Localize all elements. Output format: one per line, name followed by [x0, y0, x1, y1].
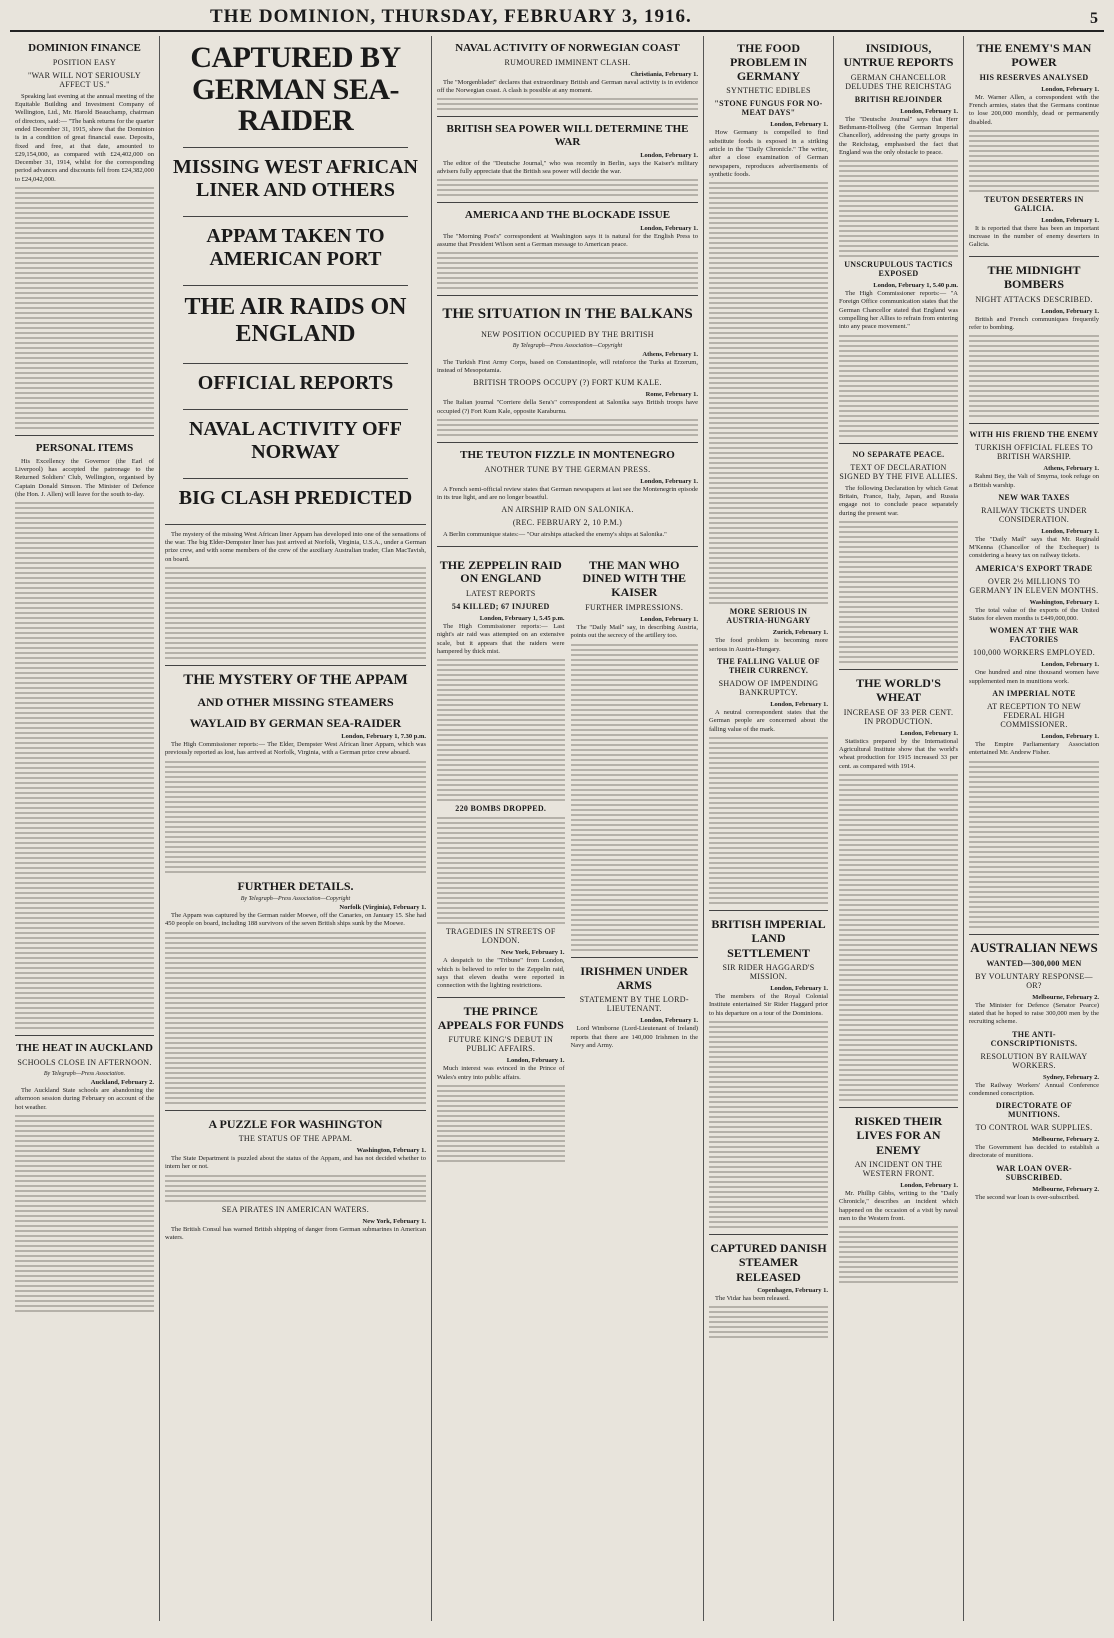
- mystery-body-continued: [165, 761, 426, 873]
- munitions-body: The Government has decided to establish a directorate of munitions.: [969, 1144, 1099, 1160]
- insidious-heading: INSIDIOUS, UNTRUE REPORTS: [843, 41, 954, 69]
- divider: [15, 1035, 154, 1036]
- divider: [183, 409, 408, 410]
- insidious-subheading: GERMAN CHANCELLOR DELUDES THE REICHSTAG: [845, 72, 952, 91]
- australian-dateline: Melbourne, February 2.: [1032, 993, 1099, 1001]
- heat-dateline: Auckland, February 2.: [90, 1078, 154, 1086]
- headline-naval-activity: NAVAL ACTIVITY OFF NORWAY: [188, 417, 403, 463]
- zeppelin-bombs: 220 BOMBS DROPPED.: [455, 804, 547, 814]
- mystery-tagline: WAYLAID BY GERMAN SEA-RAIDER: [189, 715, 402, 730]
- risked-body-continued: [839, 1226, 958, 1283]
- risked-subheading: AN INCIDENT ON THE WESTERN FRONT.: [854, 1160, 943, 1179]
- newspaper-page: [10, 6, 1104, 1622]
- masthead-title: THE DOMINION, THURSDAY, FEBRUARY 3, 1916.: [210, 6, 692, 27]
- details-body: The Appam was captured by the German raider Moewe, off the Canaries, on January 15. She had 450 people on board, including 188 survivors of the seven British ships sunk by the Moewe.: [165, 911, 426, 928]
- currency-heading: THE FALLING VALUE OF THEIR CURRENCY.: [717, 656, 820, 675]
- women-subheading: 100,000 WORKERS EMPLOYED.: [972, 648, 1096, 658]
- insidious-body-continued: [839, 160, 958, 257]
- danish-body-continued: [709, 1306, 828, 1338]
- divider: [165, 1110, 426, 1111]
- main-headline: CAPTURED BY GERMAN SEA-RAIDER: [190, 41, 401, 137]
- conscription-body: The Railway Workers' Annual Conference condemned conscription.: [969, 1081, 1099, 1097]
- headline-big-clash: BIG CLASH PREDICTED: [178, 486, 413, 509]
- columns: [10, 36, 1104, 1621]
- montenegro-heading: THE TEUTON FIZZLE IN MONTENEGRO: [460, 448, 675, 461]
- taxes-dateline: London, February 1.: [1041, 527, 1099, 535]
- risked-heading: RISKED THEIR LIVES FOR AN ENEMY: [854, 1114, 943, 1157]
- friend-heading: WITH HIS FRIEND THE ENEMY: [969, 430, 1099, 440]
- food-heading: THE FOOD PROBLEM IN GERMANY: [729, 41, 807, 83]
- finance-body-continued: [15, 187, 154, 429]
- australian-heading: AUSTRALIAN NEWS: [970, 939, 1098, 955]
- bombers-body: British and French communiques frequently refer to bombing.: [969, 315, 1099, 331]
- norway-subheading: RUMOURED IMMINENT CLASH.: [504, 57, 631, 67]
- mystery-subheading: AND OTHER MISSING STEAMERS: [197, 695, 394, 710]
- exports-dateline: Washington, February 1.: [1029, 598, 1099, 606]
- finance-quote: "WAR WILL NOT SERIOUSLY AFFECT US.": [28, 70, 141, 89]
- zeppelin-bombs-continued: [437, 817, 565, 924]
- taxes-heading: NEW WAR TAXES: [998, 492, 1070, 502]
- risked-body: Mr. Phillip Gibbs, writing to the "Daily Chronicle," describes an incident which happened on the occasion of a visit by naval men to the Western front.: [839, 1190, 958, 1223]
- manpower-body: Mr. Warner Allen, a correspondent with the French armies, states that the Germans continue to lose 200,000 monthly, dead or permanently disabled.: [969, 93, 1099, 126]
- balkans-heading: THE SITUATION IN THE BALKANS: [442, 306, 693, 323]
- finance-subheading: POSITION EASY: [52, 57, 117, 67]
- karaburnu-heading: BRITISH TROOPS OCCUPY (?) FORT KUM KALE.: [473, 378, 662, 388]
- divider: [183, 216, 408, 217]
- details-dateline: Norfolk (Virginia), February 1.: [339, 903, 426, 911]
- zeppelin-dateline: London, February 1, 5.45 p.m.: [479, 615, 565, 623]
- zeppelin-body-continued: [437, 659, 565, 801]
- divider: [165, 665, 426, 666]
- tactics-body-continued: [839, 335, 958, 437]
- column-1: [10, 36, 160, 1621]
- divider: [437, 202, 698, 203]
- imperial-note-body: The Empire Parliamentary Association entertained Mr. Andrew Fisher.: [969, 741, 1099, 757]
- dined-heading: THE MAN WHO DINED WITH THE KAISER: [582, 557, 687, 600]
- imperial-note-dateline: London, February 1.: [1041, 733, 1099, 740]
- currency-dateline: London, February 1.: [770, 700, 828, 708]
- wheat-heading: THE WORLD'S WHEAT: [856, 675, 941, 705]
- divider: [165, 524, 426, 525]
- food-body: How Germany is compelled to find substitute foods is exposed in a striking article in the "Daily Chronicle." The writer, after a close examination of German newspapers, reproduces advertisements of synthetic foods.: [709, 129, 828, 178]
- heat-byline: By Telegraph—Press Association.: [43, 1070, 126, 1077]
- manpower-dateline: London, February 1.: [1041, 85, 1099, 93]
- balkans-byline: By Telegraph—Press Association—Copyright: [512, 342, 623, 349]
- manpower-heading: THE ENEMY'S MAN POWER: [976, 41, 1092, 69]
- imperial-note-body-continued: [969, 761, 1099, 928]
- imperial-dateline: London, February 1.: [770, 985, 828, 992]
- divider: [839, 443, 958, 444]
- divider: [183, 478, 408, 479]
- personal-body-continued: [15, 502, 154, 1029]
- heat-body-continued: [15, 1115, 154, 1312]
- bombers-subheading: NIGHT ATTACKS DESCRIBED.: [975, 294, 1093, 304]
- heat-subheading: SCHOOLS CLOSE IN AFTERNOON.: [17, 1057, 152, 1067]
- montenegro-subheading: ANOTHER TUNE BY THE GERMAN PRESS.: [484, 464, 651, 474]
- headline-west-african-liner: MISSING WEST AFRICAN LINER AND OTHERS: [173, 155, 418, 201]
- puzzle-dateline: Washington, February 1.: [356, 1147, 426, 1154]
- salonika-heading: AN AIRSHIP RAID ON SALONIKA.: [501, 505, 634, 515]
- pirates-heading: SEA PIRATES IN AMERICAN WATERS.: [221, 1204, 370, 1214]
- women-body: One hundred and nine thousand women have supplemented men in munitions work.: [969, 669, 1099, 685]
- insidious-body: The "Deutsche Journal" says that Herr Bethmann-Hollweg (the German Imperial Chancellor), addressing the party groups in the Reichstag, emphasised the fact that England was the only obstacle to peace.: [839, 115, 958, 156]
- seapower-heading: BRITISH SEA POWER WILL DETERMINE THE WAR: [446, 123, 689, 148]
- puzzle-body: The State Department is puzzled about the status of the Appam, and has not decided whether to intern her or not.: [165, 1155, 426, 1171]
- conscription-dateline: Sydney, February 2.: [1043, 1073, 1099, 1081]
- loan-body: The second war loan is over-subscribed.: [975, 1193, 1080, 1201]
- salonika-body: A Berlin communique states:— "Our airships attacked the enemy's ships at Salonika.": [443, 531, 667, 539]
- friend-body: Rahmi Bey, the Vali of Smyrna, took refuge on a British warship.: [969, 473, 1099, 489]
- zeppelin-body: The High Commissioner reports:— Last night's air raid was attempted on an extensive scale, but it appears that the raiders were hampered by thick mist.: [437, 623, 565, 656]
- austria-body: The food problem is becoming more serious in Austria-Hungary.: [709, 637, 828, 653]
- separate-body: The following Declaration by which Great Britain, France, Italy, Japan, and Russia engage not to conclude peace separately during the present war.: [839, 484, 958, 517]
- mystery-body: The High Commissioner reports:— The Elder, Dempster West African liner Appam, which was previously reported as lost, has arrived at Norfolk, Virginia, with a German prize crew aboard.: [165, 740, 426, 757]
- friend-dateline: Athens, February 1.: [1043, 465, 1099, 473]
- exports-subheading: OVER 2½ MILLIONS TO GERMANY IN ELEVEN MONTHS.: [969, 576, 1099, 595]
- austria-dateline: Zurich, February 1.: [772, 629, 828, 637]
- column-3-left: [437, 553, 565, 1166]
- irishmen-heading: IRISHMEN UNDER ARMS: [580, 963, 689, 992]
- divider: [183, 363, 408, 364]
- munitions-subheading: TO CONTROL WAR SUPPLIES.: [975, 1123, 1093, 1133]
- puzzle-heading: A PUZZLE FOR WASHINGTON: [208, 1116, 383, 1131]
- divider: [437, 546, 698, 547]
- headline-air-raids: THE AIR RAIDS ON ENGLAND: [184, 293, 407, 348]
- norway-heading: NAVAL ACTIVITY OF NORWEGIAN COAST: [455, 42, 680, 54]
- lead-paragraph: The mystery of the missing West African liner Appam has developed into one of the sensations of the war. The big Elder-Dempster liner has just arrived at Norfolk, Virginia, U.S.A., under a German prize crew, and with some members of the crew of the auxiliary Australian trader, Clan MacTavish, on board.: [165, 530, 426, 563]
- separate-heading: NO SEPARATE PEACE.: [852, 449, 945, 459]
- bombers-body-continued: [969, 335, 1099, 417]
- separate-subheading: TEXT OF DECLARATION SIGNED BY THE FIVE ALLIES.: [839, 462, 958, 481]
- lead-paragraph-continued: [165, 567, 426, 659]
- separate-body-continued: [839, 521, 958, 663]
- prince-subheading: FUTURE KING'S DEBUT IN PUBLIC AFFAIRS.: [448, 1035, 554, 1054]
- karaburnu-body-continued: [437, 419, 698, 436]
- divider: [183, 285, 408, 286]
- galicia-dateline: London, February 1.: [1041, 216, 1099, 224]
- prince-heading: THE PRINCE APPEALS FOR FUNDS: [437, 1003, 564, 1032]
- friend-subheading: TURKISH OFFICIAL FLEES TO BRITISH WARSHIP.: [975, 443, 1093, 462]
- column-4: [704, 36, 834, 1621]
- insidious-dateline: London, February 1.: [900, 107, 958, 115]
- wheat-subheading: INCREASE OF 33 PER CENT. IN PRODUCTION.: [843, 707, 954, 726]
- heat-body: The Auckland State schools are abandoning the afternoon session during February on account of the hot weather.: [15, 1086, 154, 1111]
- food-dateline: London, February 1.: [770, 121, 828, 129]
- montenegro-body: A French semi-official review states that German newspapers at last see the Montenegrin episode in its true light, and are no longer boastful.: [437, 485, 698, 501]
- risked-dateline: London, February 1.: [900, 1182, 958, 1190]
- divider: [969, 256, 1099, 257]
- zeppelin-tagline: 54 KILLED; 67 INJURED: [451, 602, 550, 612]
- exports-body: The total value of the exports of the United States for eleven months is £449,000,000.: [969, 606, 1099, 623]
- divider: [437, 997, 565, 998]
- pirates-body: The British Consul has warned British shipping of danger from German submarines in American waters.: [165, 1225, 426, 1241]
- dined-dateline: London, February 1.: [640, 615, 698, 623]
- danish-heading: CAPTURED DANISH STEAMER RELEASED: [710, 1240, 827, 1284]
- imperial-body: The members of the Royal Colonial Institute entertained Sir Rider Haggard prior to his departure on a tour of the Dominions.: [709, 993, 828, 1017]
- pirates-dateline: New York, February 1.: [362, 1217, 426, 1225]
- norway-body-continued: [437, 98, 698, 110]
- blockade-dateline: London, February 1.: [640, 224, 698, 232]
- munitions-dateline: Melbourne, February 2.: [1032, 1136, 1099, 1144]
- karaburnu-dateline: Rome, February 1.: [645, 391, 698, 399]
- details-body-continued: [165, 932, 426, 1104]
- danish-body: The Vidar has been released.: [715, 1295, 790, 1303]
- seapower-body: The editor of the "Deutsche Journal," who was recently in Berlin, says the Kaiser's military advisers fully appreciate that the British sea power will decide the war.: [437, 159, 698, 175]
- danish-dateline: Copenhagen, February 1.: [757, 1287, 828, 1295]
- currency-subheading: SHADOW OF IMPENDING BANKRUPTCY.: [718, 678, 819, 697]
- page-number: 5: [1090, 10, 1098, 27]
- austria-heading: MORE SERIOUS IN AUSTRIA-HUNGARY: [726, 607, 811, 626]
- imperial-subheading: SIR RIDER HAGGARD'S MISSION.: [722, 963, 815, 981]
- divider: [437, 442, 698, 443]
- tactics-dateline: London, February 1, 5.40 p.m.: [873, 282, 958, 290]
- irishmen-subheading: STATEMENT BY THE LORD-LIEUTENANT.: [579, 995, 689, 1014]
- prince-body-continued: [437, 1085, 565, 1162]
- conscription-heading: THE ANTI-CONSCRIPTIONISTS.: [990, 1029, 1078, 1048]
- munitions-heading: DIRECTORATE OF MUNITIONS.: [995, 1101, 1073, 1120]
- wheat-dateline: London, February 1.: [900, 729, 958, 737]
- currency-body-continued: [709, 737, 828, 904]
- montenegro-dateline: London, February 1.: [640, 477, 698, 485]
- divider: [839, 1107, 958, 1108]
- prince-body: Much interest was evinced in the Prince of Wales's entry into public affairs.: [437, 1065, 565, 1081]
- headline-official-reports: OFFICIAL REPORTS: [197, 371, 394, 394]
- divider: [437, 116, 698, 117]
- divider: [839, 669, 958, 670]
- imperial-note-heading: AN IMPERIAL NOTE: [992, 689, 1076, 698]
- tragedies-heading: TRAGEDIES IN STREETS OF LONDON.: [445, 927, 556, 946]
- imperial-heading: BRITISH IMPERIAL LAND SETTLEMENT: [711, 916, 826, 960]
- balkans-subheading: NEW POSITION OCCUPIED BY THE BRITISH: [481, 329, 654, 339]
- dined-body: The "Daily Mail" say, in describing Austria, points out the secrecy of the artillery too.: [570, 623, 698, 640]
- taxes-body: The "Daily Mail" says that Mr. Reginald M'Kenna (Chancellor of the Exchequer) is considering a heavy tax on railway tickets.: [969, 535, 1099, 560]
- divider: [709, 1234, 828, 1235]
- tragedies-dateline: New York, February 1.: [501, 949, 565, 957]
- divider: [969, 934, 1099, 935]
- column-6: [964, 36, 1104, 1621]
- details-heading: FURTHER DETAILS.: [237, 878, 354, 893]
- karaburnu-body: The Italian journal "Corriere della Sera's" correspondent at Salonika says British troops have occupied (?) Fort Kum Kale, opposite Karaburnu.: [437, 399, 698, 415]
- norway-dateline: Christiania, February 1.: [630, 70, 698, 78]
- heat-heading: THE HEAT IN AUCKLAND: [16, 1042, 153, 1055]
- headline-appam-port: APPAM TAKEN TO AMERICAN PORT: [206, 224, 385, 270]
- food-body-continued: [709, 182, 828, 604]
- food-subheading: SYNTHETIC EDIBLES: [726, 86, 811, 96]
- blockade-body: The "Morning Post's" correspondent at Washington says it is natural for the English Press to assume that President Wilson sent a German message to American peace.: [437, 232, 698, 249]
- zeppelin-subheading: LATEST REPORTS: [465, 589, 536, 599]
- divider: [15, 435, 154, 436]
- irishmen-dateline: London, February 1.: [640, 1017, 698, 1025]
- manpower-subheading: HIS RESERVES ANALYSED: [979, 72, 1089, 82]
- imperial-note-subheading: AT RECEPTION TO NEW FEDERAL HIGH COMMISSIONER.: [987, 702, 1081, 729]
- dined-body-continued: [571, 644, 699, 951]
- exports-heading: AMERICA'S EXPORT TRADE: [975, 563, 1093, 573]
- zeppelin-heading: THE ZEPPELIN RAID ON ENGLAND: [439, 557, 562, 586]
- column-3: [432, 36, 704, 1621]
- personal-body: His Excellency the Governor (the Earl of Liverpool) has accepted the patronage to the Returned Soldiers' Club, Wellington, organised by Captain Donald Simson. The Minister of Defence (the Hon. J. Allen) will leave for the south to-day.: [15, 457, 154, 498]
- balkans-body: The Turkish First Army Corps, based on Constantinople, will reinforce the Turks at Erzerum, instead of Mesopotamia.: [437, 358, 698, 374]
- australian-body: The Minister for Defence (Senator Pearce) stated that he hoped to raise 300,000 men by the recruiting scheme.: [969, 1001, 1099, 1026]
- loan-dateline: Melbourne, February 2.: [1032, 1185, 1099, 1193]
- tactics-heading: UNSCRUPULOUS TACTICS EXPOSED: [844, 260, 953, 279]
- women-dateline: London, February 1.: [1041, 661, 1099, 669]
- taxes-subheading: RAILWAY TICKETS UNDER CONSIDERATION.: [981, 505, 1087, 524]
- mystery-dateline: London, February 1, 7.30 p.m.: [341, 732, 426, 740]
- divider: [183, 147, 408, 148]
- norway-body: The "Morgenbladet" declares that extraordinary British and German naval activity is in evidence off the Norwegian coast. A clash is possible at any moment.: [437, 78, 698, 94]
- seapower-dateline: London, February 1.: [640, 151, 698, 159]
- divider: [571, 957, 699, 958]
- irishmen-body: Lord Wimborne (Lord-Lieutenant of Ireland) reports that there are 140,000 Irishmen in the Navy and Army.: [570, 1025, 698, 1049]
- dined-subheading: FURTHER IMPRESSIONS.: [585, 602, 684, 612]
- salonika-subheading: (REC. FEBRUARY 2, 10 P.M.): [512, 518, 623, 528]
- column-3-split: [437, 553, 698, 1166]
- currency-body: A neutral correspondent states that the German people are concerned about the falling value of the mark.: [709, 708, 828, 733]
- tragedies-body: A despatch to the "Tribune" from London, which is believed to refer to the Zeppelin raid, says that eleven deaths were reported in connection with the lighting restrictions.: [437, 957, 565, 990]
- wheat-body-continued: [839, 774, 958, 1101]
- column-2: [160, 36, 432, 1621]
- bombers-dateline: London, February 1.: [1041, 307, 1099, 315]
- column-3-right: [571, 553, 699, 1166]
- prince-dateline: London, February 1.: [506, 1057, 565, 1065]
- divider: [969, 423, 1099, 424]
- women-heading: WOMEN AT THE WAR FACTORIES: [989, 626, 1079, 645]
- divider: [709, 910, 828, 911]
- galicia-body: It is reported that there has been an important increase in the number of enemy deserters in Galicia.: [969, 224, 1099, 249]
- manpower-body-continued: [969, 130, 1099, 192]
- insidious-tagline: BRITISH REJOINDER: [854, 94, 943, 104]
- finance-heading: DOMINION FINANCE: [28, 42, 141, 54]
- column-5: [834, 36, 964, 1621]
- finance-body: Speaking last evening at the annual meeting of the Equitable Building and Investment Company of Wellington, Ltd., Mr. Harold Beauchamp, chairman of directors, said:— "The bank returns for the quarter ended December 31, 1915, show that the Dominion is in a condition of great financial ease. Deposits, fixed and free, at that date, amounted to £29,154,000, as compared with £24,402,000 on December 31, 1914, whilst for the corresponding period advances and discounts fell from £24,382,000 to £24,042,000.: [15, 92, 154, 183]
- puzzle-subheading: THE STATUS OF THE APPAM.: [238, 1134, 353, 1143]
- balkans-dateline: Athens, February 1.: [642, 350, 698, 358]
- australian-tagline: BY VOLUNTARY RESPONSE—OR?: [975, 971, 1093, 990]
- australian-subheading: WANTED—300,000 MEN: [986, 958, 1082, 968]
- blockade-body-continued: [437, 252, 698, 289]
- food-tagline: "STONE FUNGUS FOR NO-MEAT DAYS": [714, 99, 823, 118]
- seapower-body-continued: [437, 179, 698, 196]
- conscription-subheading: RESOLUTION BY RAILWAY WORKERS.: [980, 1051, 1088, 1070]
- blockade-heading: AMERICA AND THE BLOCKADE ISSUE: [464, 209, 671, 222]
- tactics-body: The High Commissioner reports:— "A Foreign Office communication states that the German Chancellor stated that England was compelling her Allies to refrain from entering into any peace movement.": [839, 290, 958, 331]
- mystery-heading: THE MYSTERY OF THE APPAM: [183, 671, 408, 688]
- wheat-body: Statistics prepared by the International Agricultural Institute show that the world's wheat production for 1915 increased 33 per cent. as compared with 1914.: [839, 737, 958, 770]
- loan-heading: WAR LOAN OVER-SUBSCRIBED.: [996, 1163, 1072, 1182]
- masthead: [10, 6, 1104, 32]
- divider: [437, 295, 698, 296]
- personal-heading: PERSONAL ITEMS: [35, 442, 134, 455]
- galicia-heading: TEUTON DESERTERS IN GALICIA.: [984, 194, 1084, 213]
- details-byline: By Telegraph—Press Association—Copyright: [240, 895, 351, 902]
- bombers-heading: THE MIDNIGHT BOMBERS: [987, 262, 1081, 292]
- puzzle-body-continued: [165, 1175, 426, 1202]
- imperial-body-continued: [709, 1021, 828, 1228]
